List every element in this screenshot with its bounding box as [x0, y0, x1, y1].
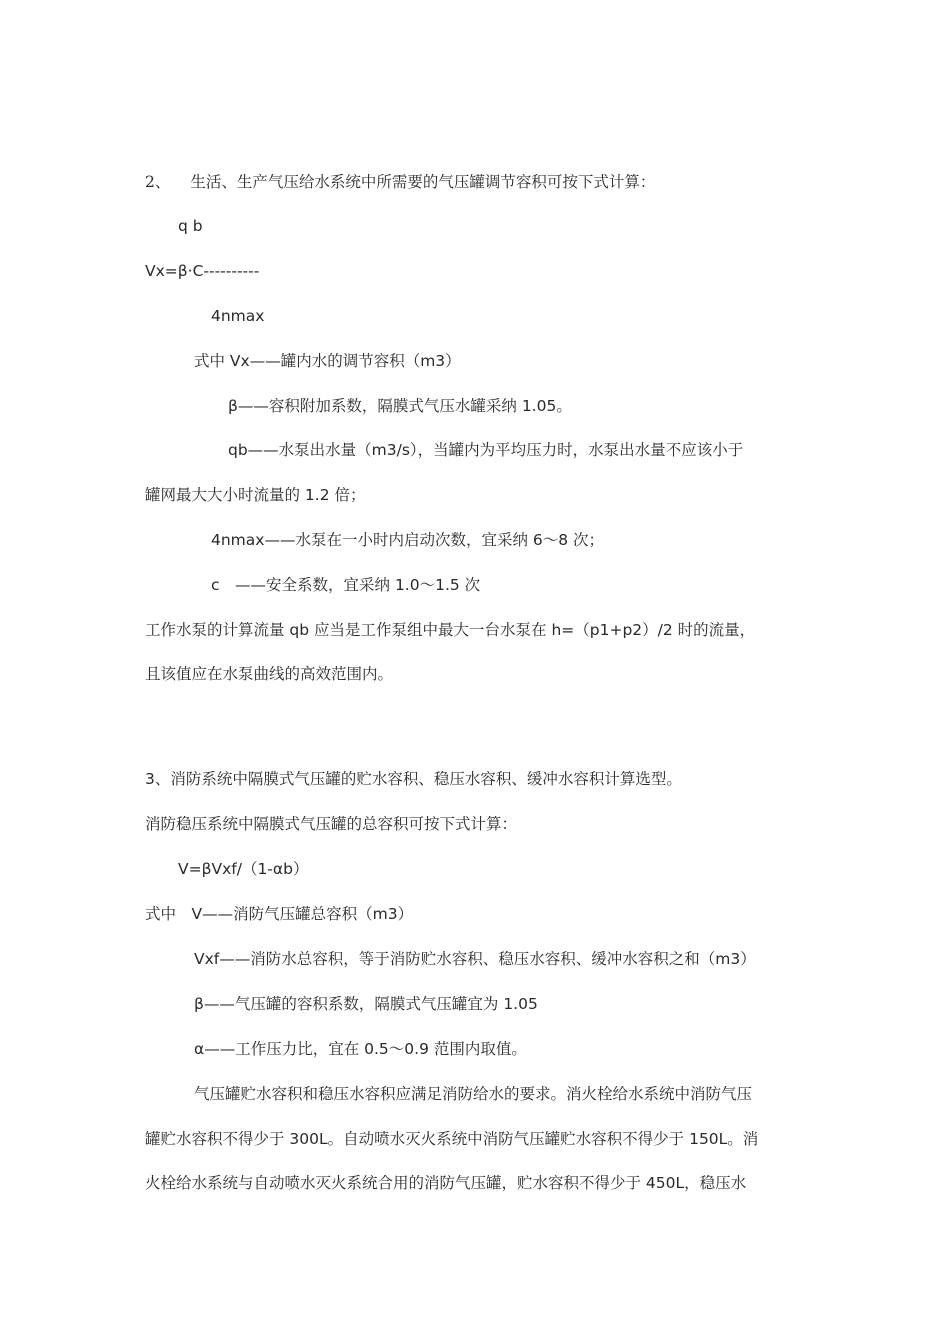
section2-heading-text: 生活、生产气压给水系统中所需要的气压罐调节容积可按下式计算： — [190, 173, 656, 191]
definition-v: 式中 V——消防气压罐总容积（m3） — [145, 905, 414, 923]
definition-nmax: 4nmax——水泵在一小时内启动次数，宜采纳 6～8 次； — [211, 531, 605, 549]
note-line1: 工作水泵的计算流量 qb 应当是工作泵组中最大一台水泵在 h=（p1+p2）/2 时的流量， — [145, 621, 756, 639]
section3-heading: 3、消防系统中隔膜式气压罐的贮水容积、稳压水容积、缓冲水容积计算选型。 — [145, 770, 682, 788]
paragraph-line2: 罐贮水容积不得少于 300L。自动喷水灭火系统中消防气压罐贮水容积不得少于 150L。消 — [145, 1130, 759, 1148]
definition-vxf: Vxf——消防水总容积，等于消防贮水容积、稳压水容积、缓冲水容积之和（m3） — [194, 950, 756, 968]
section3-intro: 消防稳压系统中隔膜式气压罐的总容积可按下式计算： — [145, 815, 518, 833]
definition-vx: 式中 Vx——罐内水的调节容积（m3） — [194, 352, 461, 370]
definition-beta: β——容积附加系数，隔膜式气压水罐采纳 1.05。 — [228, 397, 572, 415]
section2-heading — [145, 172, 655, 192]
formula-main: Vx=β·C---------- — [145, 262, 260, 280]
definition-alpha: α——工作压力比，宜在 0.5～0.9 范围内取值。 — [194, 1040, 527, 1058]
definition-qb-line2: 罐网最大大小时流量的 1.2 倍； — [145, 486, 366, 504]
paragraph-line1: 气压罐贮水容积和稳压水容积应满足消防给水的要求。消火栓给水系统中消防气压 — [194, 1085, 753, 1103]
section3-formula: V=βVxf/（1-αb） — [178, 860, 309, 878]
note-line2: 且该值应在水泵曲线的高效范围内。 — [145, 665, 394, 683]
formula-denominator: 4nmax — [211, 307, 265, 325]
definition-c: c ——安全系数，宜采纳 1.0～1.5 次 — [211, 576, 481, 594]
definition-qb-line1: qb——水泵出水量（m3/s），当罐内为平均压力时，水泵出水量不应该小于 — [228, 441, 744, 459]
formula-numerator: q b — [178, 217, 203, 235]
section2-heading-number: 2、 — [145, 173, 171, 191]
paragraph-line3: 火栓给水系统与自动喷水灭火系统合用的消防气压罐，贮水容积不得少于 450L，稳压水 — [145, 1174, 747, 1192]
definition-beta-3: β——气压罐的容积系数，隔膜式气压罐宜为 1.05 — [194, 995, 538, 1013]
